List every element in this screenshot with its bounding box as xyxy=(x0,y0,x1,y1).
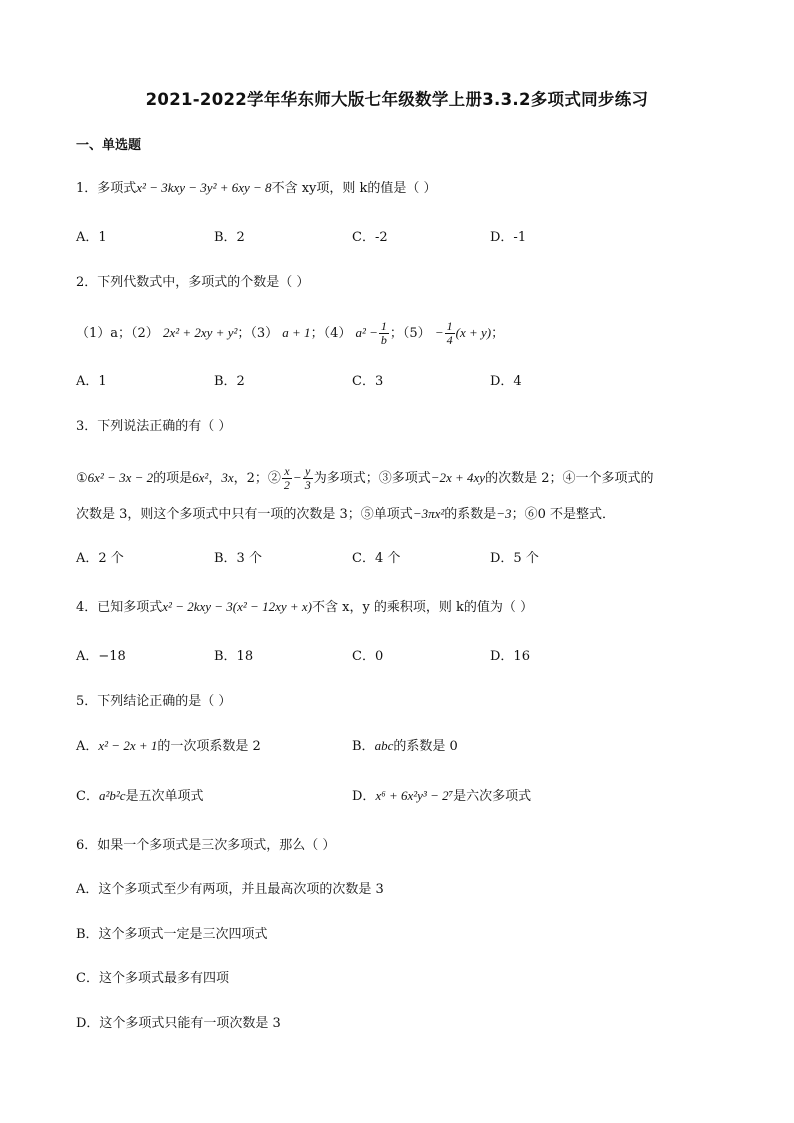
q1-expression: x² − 3kxy − 3y² + 6xy − 8 xyxy=(136,180,272,195)
q3-text: 的项是 xyxy=(153,471,193,486)
q2-expr-2: 2x² + 2xy + y² xyxy=(162,325,238,340)
q2-item-text: ；（3） xyxy=(237,326,279,341)
question-5-stem: 5．下列结论正确的是（ ） xyxy=(76,694,232,709)
q4-option-c[interactable]: C．0 xyxy=(352,649,384,664)
q6-option-d[interactable]: D．这个多项式只能有一项次数是 3 xyxy=(76,1016,281,1031)
q3-option-a[interactable]: A．2 个 xyxy=(76,551,124,566)
q1-option-c[interactable]: C．-2 xyxy=(352,230,388,245)
q4-expression: x² − 2kxy − 3(x² − 12xy + x) xyxy=(162,599,312,614)
q3-text: ① xyxy=(76,471,88,486)
option-expression: a²b²c xyxy=(98,788,126,803)
q1-option-d[interactable]: D．-1 xyxy=(490,230,527,245)
question-3-stem: 3．下列说法正确的有（ ） xyxy=(76,419,232,434)
option-text: 是六次多项式 xyxy=(453,789,532,804)
q3-text: ；⑥0 不是整式． xyxy=(511,507,615,522)
q3-expr: −2x + 4xy xyxy=(430,470,486,485)
q3-text: 为多项式；③多项式 xyxy=(313,471,431,486)
question-6-stem: 6．如果一个多项式是三次多项式，那么（ ） xyxy=(76,838,336,853)
q3-expr: −3 xyxy=(496,506,512,521)
q3-option-c[interactable]: C．4 个 xyxy=(352,551,401,566)
q6-option-a[interactable]: A．这个多项式至少有两项，并且最高次项的次数是 3 xyxy=(76,882,384,897)
q2-option-c[interactable]: C．3 xyxy=(352,374,384,389)
option-letter: C． xyxy=(76,789,99,804)
frac-denominator: b xyxy=(380,333,387,347)
q2-expr-5-sign: − xyxy=(434,325,444,340)
option-text: 的系数是 0 xyxy=(393,739,458,754)
q2-expr-4: a² − xyxy=(355,325,378,340)
q5-option-b[interactable] xyxy=(352,736,458,757)
q4-option-a[interactable]: A．−18 xyxy=(76,649,126,664)
q2-option-a[interactable]: A．1 xyxy=(76,374,107,389)
q3-expr: 6x² − 3x − 2 xyxy=(87,470,154,485)
q3-text: 的系数是 xyxy=(444,507,497,522)
q5-option-c[interactable] xyxy=(76,786,204,807)
question-4-stem xyxy=(76,597,533,618)
q1-option-a[interactable]: A．1 xyxy=(76,230,107,245)
frac-numerator: 1 xyxy=(446,319,453,333)
question-2-stem: 2．下列代数式中，多项式的个数是（ ） xyxy=(76,275,310,290)
q3-expr: 3x xyxy=(221,470,234,485)
q3-fraction-y-over-3 xyxy=(303,465,313,492)
q3-text: 次数是 3，则这个多项式中只有一项的次数是 3；⑤单项式 xyxy=(76,507,413,522)
q3-expr: −3πx² xyxy=(412,506,445,521)
q2-option-b[interactable]: B．2 xyxy=(214,374,245,389)
q2-fraction-1-over-b xyxy=(379,320,389,347)
option-expression: x⁶ + 6x²y³ − 2⁷ xyxy=(375,788,454,803)
frac-numerator: 1 xyxy=(380,319,387,333)
option-letter: A． xyxy=(76,739,99,754)
option-letter: B． xyxy=(352,739,375,754)
q3-expr: − xyxy=(292,470,302,485)
document-title: 2021-2022学年华东师大版七年级数学上册3.3.2多项式同步练习 xyxy=(145,90,649,109)
frac-denominator: 3 xyxy=(304,478,311,492)
option-text: 的一次项系数是 2 xyxy=(157,739,261,754)
q1-suffix: 不含 xy项，则 k的值是（ ） xyxy=(271,181,437,196)
frac-denominator: 2 xyxy=(283,478,290,492)
q2-item-text: （1）a；（2） xyxy=(76,326,159,341)
q5-option-d[interactable] xyxy=(352,786,531,807)
q2-item-text: ；（4） xyxy=(310,326,352,341)
option-expression: abc xyxy=(374,738,394,753)
q3-fraction-x-over-2 xyxy=(282,465,292,492)
q3-option-b[interactable]: B．3 个 xyxy=(214,551,262,566)
q1-prefix: 1．多项式 xyxy=(76,181,137,196)
q2-option-d[interactable]: D．4 xyxy=(490,374,522,389)
section-heading: 一、单选题 xyxy=(76,138,142,153)
q4-option-d[interactable]: D．16 xyxy=(490,649,530,664)
q2-expr-3: a + 1 xyxy=(282,325,311,340)
q3-option-d[interactable]: D．5 个 xyxy=(490,551,539,566)
q3-expr: 6x² xyxy=(192,470,209,485)
q2-item-text: ；（5） xyxy=(389,326,431,341)
q3-statement-line-1 xyxy=(76,463,653,493)
q2-items-line xyxy=(76,318,504,348)
q4-suffix: 不含 x，y 的乘积项，则 k的值为（ ） xyxy=(311,600,534,615)
q3-statement-line-2 xyxy=(76,504,615,525)
q6-option-b[interactable]: B．这个多项式一定是三次四项式 xyxy=(76,927,268,942)
q4-option-b[interactable]: B．18 xyxy=(214,649,254,664)
frac-denominator: 4 xyxy=(446,333,453,347)
frac-numerator: y xyxy=(303,465,313,479)
q3-text: ，2；② xyxy=(233,471,281,486)
q3-text: ， xyxy=(208,471,222,486)
q2-item-text: ； xyxy=(491,326,505,341)
q2-expr-5: (x + y) xyxy=(455,325,492,340)
option-letter: D． xyxy=(352,789,376,804)
q4-prefix: 4．已知多项式 xyxy=(76,600,163,615)
q1-option-b[interactable]: B．2 xyxy=(214,230,245,245)
q6-option-c[interactable]: C．这个多项式最多有四项 xyxy=(76,971,229,986)
q5-option-a[interactable] xyxy=(76,736,261,757)
option-text: 是五次单项式 xyxy=(125,789,204,804)
option-expression: x² − 2x + 1 xyxy=(98,738,158,753)
question-1-stem xyxy=(76,178,437,199)
q2-fraction-1-over-4 xyxy=(445,320,455,347)
q3-text: 的次数是 2；④一个多项式的 xyxy=(485,471,654,486)
frac-numerator: x xyxy=(282,465,292,479)
